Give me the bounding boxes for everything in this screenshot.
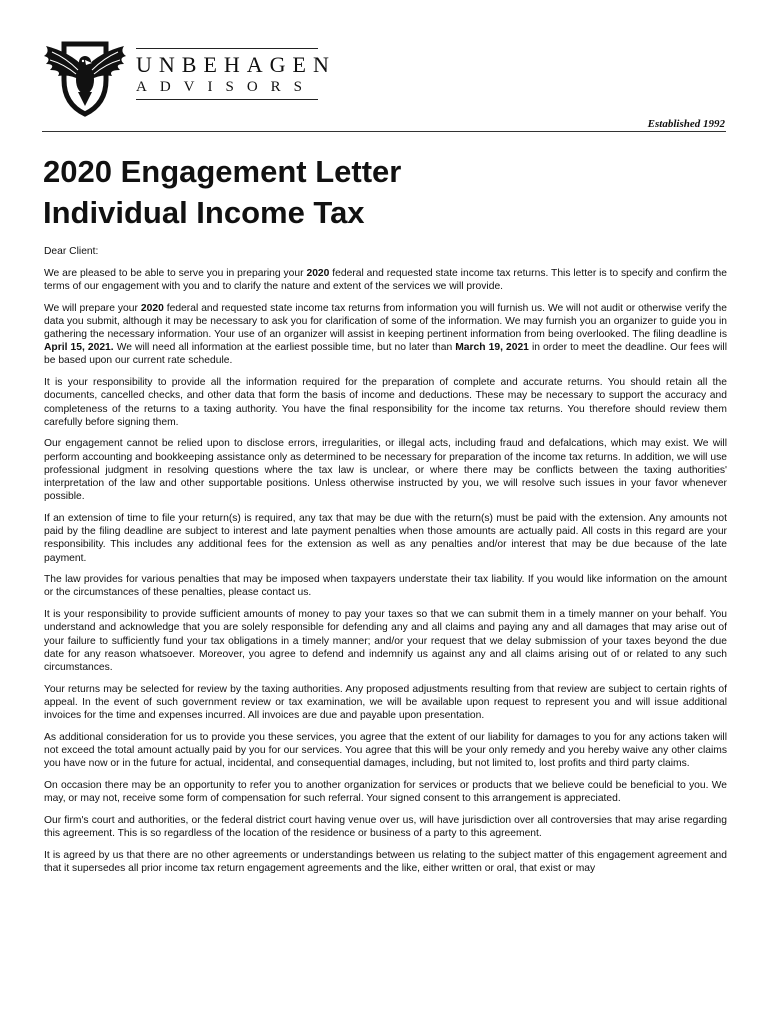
paragraph-responsibility: It is your responsibility to provide all the information required for the preparation of complete and accurate returns. You should retain all the documents, cancelled checks, and other data that form the basis of income and deductions. These may be necessary to support the accuracy and completeness of the returns to a taxing authority. You have the final responsibility for the income tax returns. You therefore should review them carefully before signing them.: [44, 377, 727, 428]
text-segment: We will prepare your: [44, 302, 141, 314]
paragraph-extension: If an extension of time to file your return(s) is required, any tax that may be due with the return(s) must be paid with the extension. Any amounts not paid by the filing deadline are subject to interest and late payment penalties when those amounts are actually paid. All costs in this regard are your responsibility. This includes any additional fees for the extension as well as any penalties and/or interest that may be due because of the late payment.: [44, 512, 727, 564]
tax-year: 2020: [140, 302, 164, 314]
brand-rule-top: [136, 48, 318, 49]
paragraph-penalties: The law provides for various penalties that may be imposed when taxpayers understate their tax liability. If you would like information on the amount or the circumstances of these penalties, please contact us.: [44, 574, 727, 599]
paragraph-liability: As additional consideration for us to provide you these services, you agree that the extent of our liability for damages to you for any actions taken will not exceed the total amount actually paid by you for our services. You agree that this will be your only remedy and you hereby waive any other claims you have now or in the future for actual, incidental, and consequential damages, including, but not limited to, lost profits and third party claims.: [44, 731, 727, 770]
text-segment: federal and requested state income tax returns. This letter is to specify and confirm the terms of our engagement with you and to clarify the nature and extent of the services we will provide.: [44, 267, 728, 292]
header-divider: [42, 131, 726, 132]
text-segment: We are pleased to be able to serve you in preparing your: [44, 267, 307, 279]
paragraph-jurisdiction: Our firm's court and authorities, or the federal district court having venue over us, will have jurisdiction over all controversies that may arise regarding this agreement. This is so regardless of the location of the residence or business of a party to this agreement.: [44, 814, 727, 840]
page-title: [43, 151, 401, 233]
brand-name: UNBEHAGEN: [136, 52, 336, 77]
brand-rule-bottom: [136, 99, 318, 100]
text-segment: federal and requested state income tax returns from information you will furnish us. We will not audit or otherwise verify the data you submit, although it may be necessary to ask you for clarification of some of the information. We may furnish you an organizer to guide you in gathering the necessary information. Your use of an organizer will assist in keeping pertinent information from being overlooked. The filing deadline is: [44, 302, 727, 341]
letter-body: [44, 245, 727, 884]
paragraph-intro: [44, 267, 727, 293]
title-line-2: Individual Income Tax: [43, 195, 365, 230]
title-line-1: 2020 Engagement Letter: [43, 154, 402, 189]
salutation: Dear Client:: [44, 246, 99, 257]
text-segment: in order to meet the deadline. Our fees will be based upon our current rate schedule.: [44, 342, 727, 367]
text-segment: We will need all information at the earliest possible time, but no later than: [113, 342, 456, 354]
paragraph-review: Your returns may be selected for review by the taxing authorities. Any proposed adjustments resulting from that review are subject to certain rights of appeal. In the event of such government review or tax examination, we will be available upon request to represent you and will issue additional invoices for the time and expenses incurred. All invoices are due and payable upon presentation.: [44, 683, 727, 722]
filing-deadline: April 15, 2021.: [44, 342, 114, 354]
brand-wordmark: [136, 48, 336, 100]
information-due-date: March 19, 2021: [455, 342, 529, 354]
paragraph-engagement-limits: Our engagement cannot be relied upon to disclose errors, irregularities, or illegal acts, including fraud and defalcations, which may exist. We will perform accounting and bookkeeping assistance only as determined to be necessary for preparation of the income tax returns. In addition, we will use professional judgment in resolving questions where the tax law is unclear, or where there may be conflicts between the taxing authorities' interpretation of the law and other supportable positions. Unless otherwise instructed by you, we will resolve such issues in your favor whenever possible.: [44, 438, 727, 503]
eagle-shield-logo: [40, 38, 130, 118]
paragraph-referral: On occasion there may be an opportunity to refer you to another organization for services or products that we believe could be beneficial to you. We may, or may not, receive some form of compensation for such referral. Your signed consent to this arrangement is appreciated.: [44, 779, 727, 805]
paragraph-preparation: [44, 302, 727, 368]
paragraph-payment: It is your responsibility to provide sufficient amounts of money to pay your taxes so that we can submit them in a timely manner on your behalf. You understand and acknowledge that you are solely responsible for defending any and all claims and paying any and all damages that may arise out of your failure to sufficiently fund your tax obligations in a timely manner; and/or your request that we delay submission of your taxes beyond the due date for any reason whatsoever. Moreover, you agree to defend and indemnify us against any and all claims arising out of or related to any such circumstances.: [44, 609, 727, 673]
tax-year: 2020: [306, 267, 330, 279]
paragraph-entire-agreement: It is agreed by us that there are no other agreements or understandings between us relating to the subject matter of this engagement agreement and that it supersedes all prior income tax return engagement agreements and the like, either written or oral, that exist or may: [44, 849, 727, 874]
established-date: Established 1992: [647, 118, 725, 130]
brand-subtitle: ADVISORS: [136, 79, 316, 95]
